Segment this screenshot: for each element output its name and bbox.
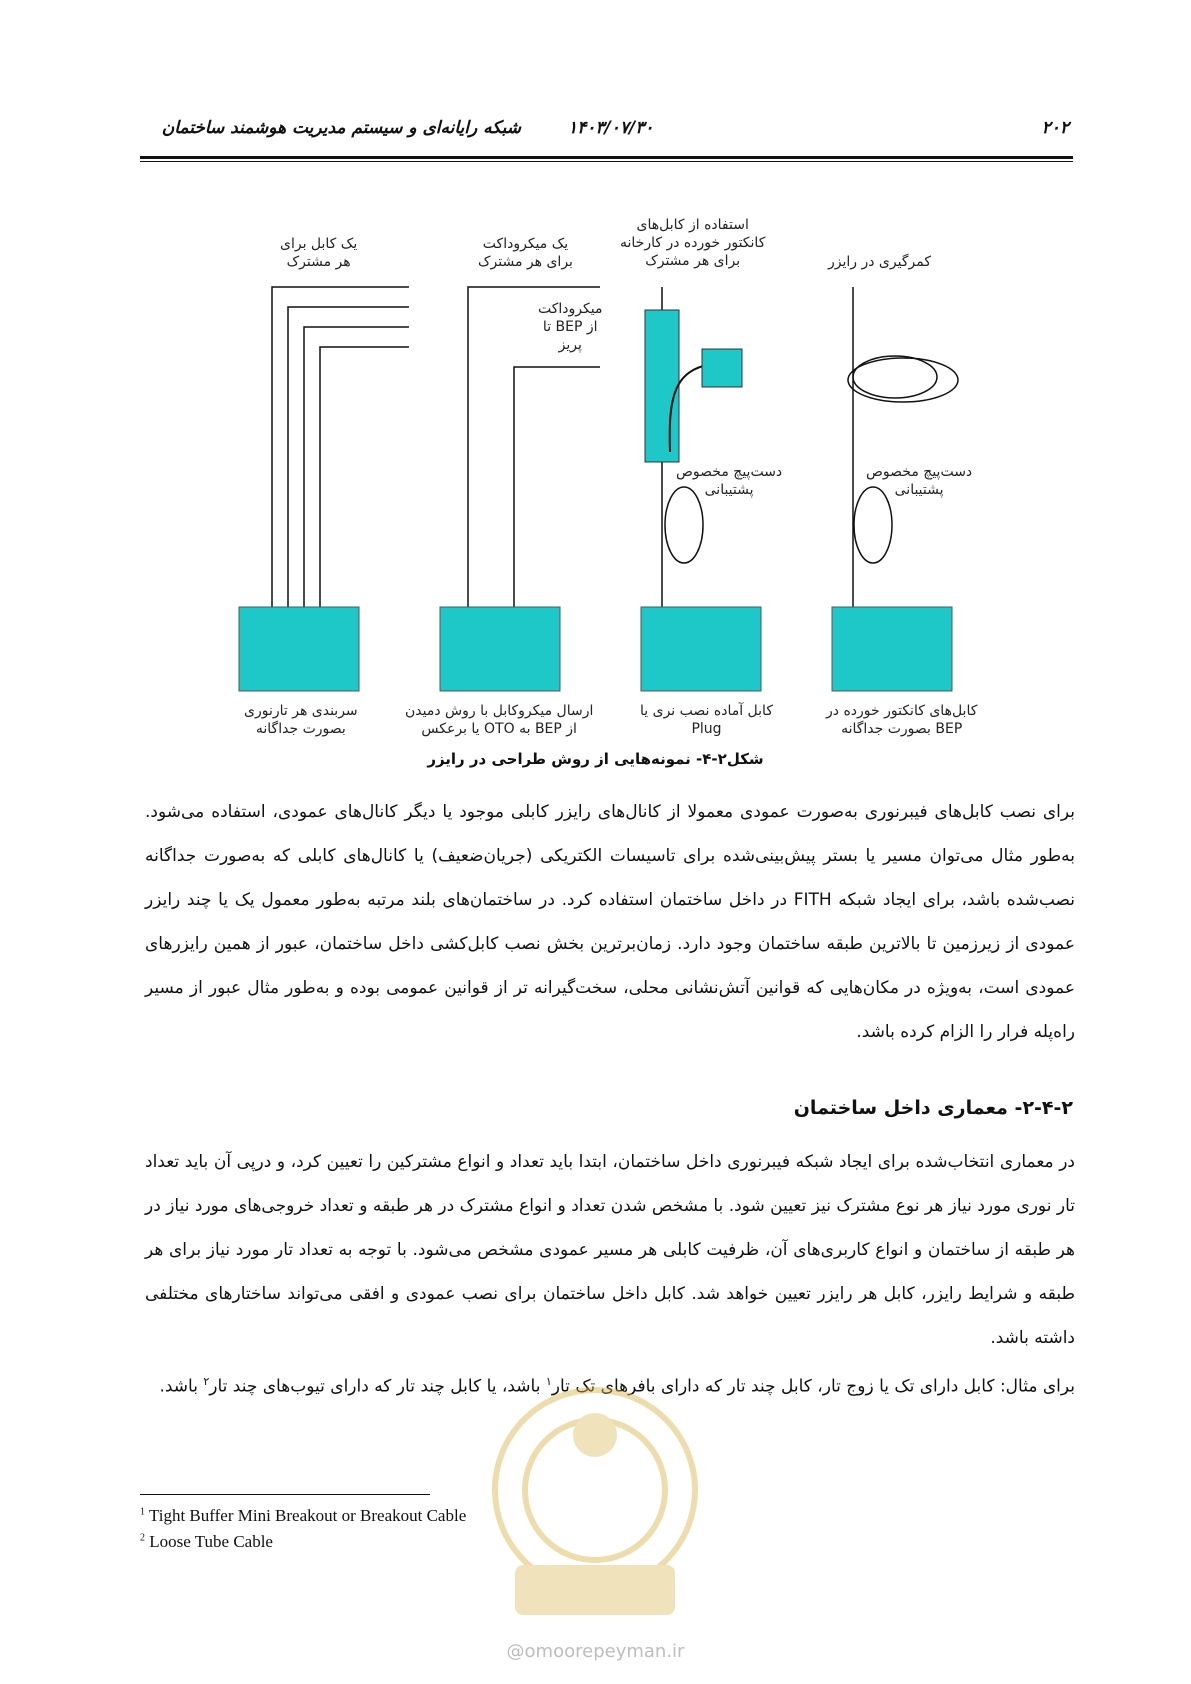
- col3-mid-label: دست‌پیچ مخصوص پشتیبانی: [676, 464, 783, 498]
- col2-top-label: یک میکروداکت برای هر مشترک: [478, 236, 573, 270]
- footnote-1: $^1$ Tight Buffer Mini Breakout or Breakout Cable: [140, 1506, 467, 1525]
- col4-bottom-label: کابل‌های کانکتور خورده در BEP بصورت جداگانه: [826, 703, 978, 737]
- col4-top-label: کمرگیری در رایزر: [828, 254, 931, 270]
- termination-box-2: [440, 607, 560, 691]
- col1-bottom-label: سربندی هر تارنوری بصورت جداگانه: [244, 703, 358, 737]
- microduct-line: [514, 367, 600, 607]
- cable-line: [288, 307, 409, 607]
- figure-caption: شکل۲-۴- نمونه‌هایی از روش طراحی در رایزر: [427, 750, 764, 768]
- book-title: شبکه رایانه‌ای و سیستم مدیریت هوشمند ساختمان: [161, 118, 521, 138]
- cable-line: [272, 287, 409, 607]
- riser-design-figure: [0, 0, 1191, 770]
- termination-box-3: [641, 607, 761, 691]
- footnote-2: $^2$ Loose Tube Cable: [140, 1532, 273, 1551]
- connector-box: [702, 349, 742, 387]
- paragraph-cable-examples: برای مثال: کابل دارای تک یا زوج تار، کابل چند تار که دارای بافرهای تک تار$^۱$ باشد، یا کابل چند تار که دارای تیوب‌های چند تار$^۲$ باشد.: [159, 1375, 1075, 1397]
- watermark-seal: [470, 1340, 720, 1640]
- col4-mid-label: دست‌پیچ مخصوص پشتیبانی: [866, 464, 973, 498]
- header-date: ۱۴۰۳/۰۷/۳۰: [568, 118, 654, 138]
- col2-bottom-label: ارسال میکروکابل با روش دمیدن از BEP به OTO یا برعکس: [405, 703, 594, 737]
- col1-top-label: یک کابل برای هر مشترک: [280, 236, 358, 270]
- section-heading: ۲-۴-۲- معماری داخل ساختمان: [793, 1097, 1073, 1119]
- cable-line: [320, 347, 409, 607]
- paragraph-architecture: در معماری انتخاب‌شده برای ایجاد شبکه فیبرنوری داخل ساختمان، ابتدا باید تعداد و انواع مشترکین را تعیین کرد، و درپی آن باید تعداد تار نوری مورد نیاز هر نوع مشترک نیز تعیین شود. با مشخص شدن تعداد و انواع مشترک در هر طبقه و تعداد خروجی‌های مورد نیاز در هر طبقه از ساختمان و انواع کاربری‌های آن، ظرفیت کابلی هر مسیر عمودی مشخص می‌شود. با توجه به تعداد تار مورد نیاز برای هر طبقه و شرایط رایزر، کابل هر رایزر تعیین خواهد شد. کابل داخل ساختمان برای نصب عمودی و افقی می‌تواند ساختارهای مختلفی داشته باشد.: [145, 1152, 1075, 1348]
- connectorized-tube: [645, 310, 679, 462]
- col2-mid-label: میکروداکت از BEP تا پریز: [538, 301, 603, 353]
- watermark-site: @omoorepeyman.ir: [506, 1641, 685, 1662]
- col3-bottom-label: کابل آماده نصب نری یا Plug: [640, 703, 773, 737]
- termination-box-4: [832, 607, 952, 691]
- slack-loop: [848, 358, 958, 402]
- page-number: ۲۰۲: [1041, 118, 1069, 138]
- footnote-rule: [140, 1494, 430, 1495]
- termination-box-1: [239, 607, 359, 691]
- figure-drawing: [0, 0, 1191, 770]
- slack-loop: [853, 356, 937, 398]
- col3-top-label: استفاده از کابل‌های کانکتور خورده در کارخانه برای هر مشترک: [620, 217, 766, 269]
- paragraph-riser-installation: برای نصب کابل‌های فیبرنوری به‌صورت عمودی معمولا از کانال‌های رایزر کابلی موجود یا دیگر کانال‌های عمودی، استفاده می‌شود. به‌طور مثال می‌توان مسیر یا بستر پیش‌بینی‌شده برای تاسیسات الکتریکی (جریان‌ضعیف) یا کانال‌های کابلی که به‌صورت جداگانه نصب‌شده باشد، برای ایجاد شبکه FITH در داخل ساختمان استفاده کرد. در ساختمان‌های بلند مرتبه به‌طور معمول یک یا چند رایزر عمودی از زیرزمین تا بالاترین طبقه ساختمان وجود دارد. زمان‌برترین بخش نصب کابل‌کشی داخل ساختمان، عبور از همین رایزرهای عمودی است، به‌ویژه در مکان‌هایی که قوانین آتش‌نشانی محلی، سخت‌گیرانه تر از قوانین عمومی بوده و به‌طور مثال عبور از مسیر راه‌پله فرار را الزام کرده باشد.: [145, 802, 1075, 1042]
